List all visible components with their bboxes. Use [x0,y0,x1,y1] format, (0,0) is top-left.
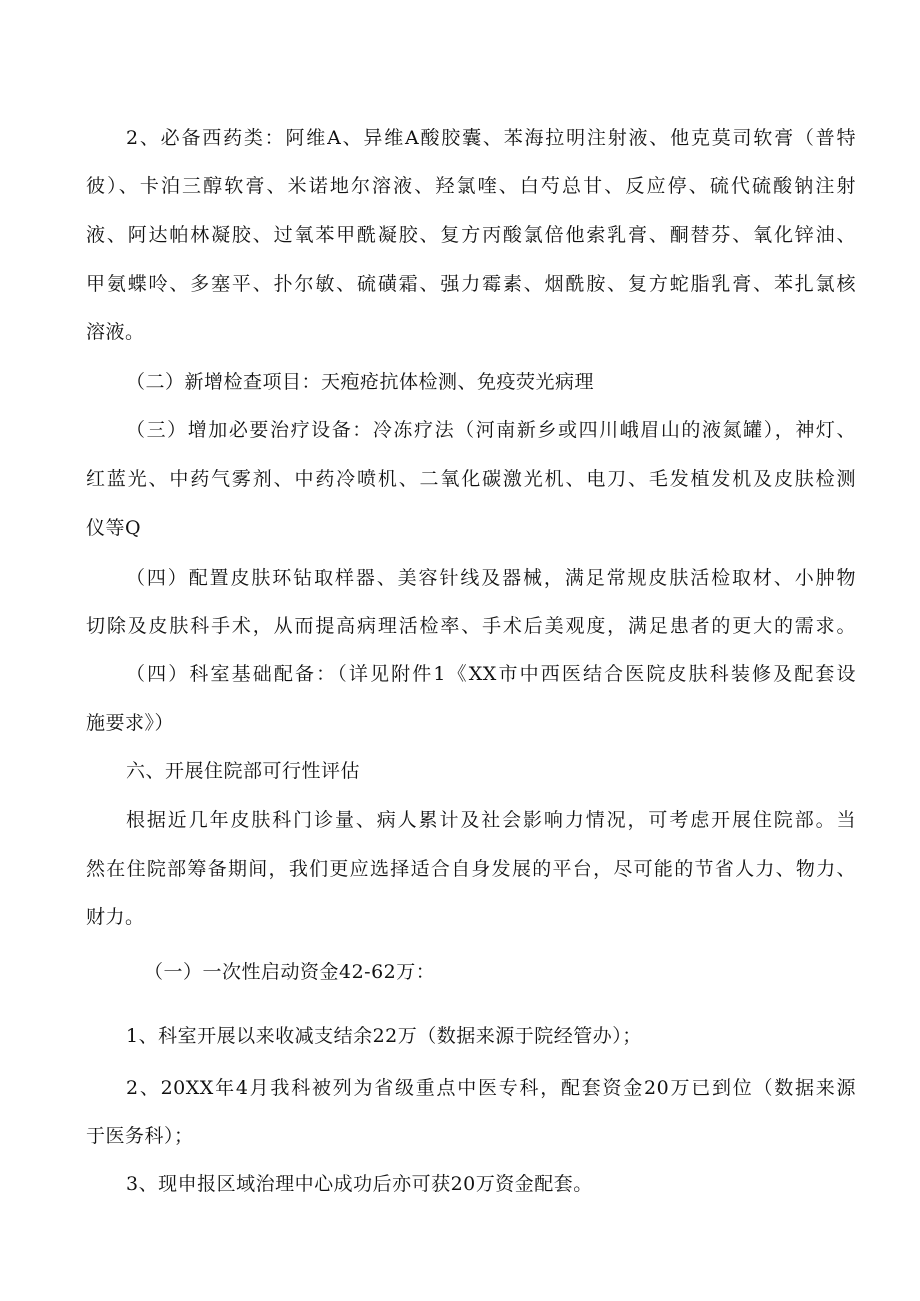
paragraph-line: 彼）、卡泊三醇软膏、米诺地尔溶液、羟氯喹、白芍总甘、反应停、硫代硫酸钠注射 [86,175,856,197]
paragraph-line: （三）增加必要治疗设备：冷冻疗法（河南新乡或四川峨眉山的液氮罐），神灯、 [126,419,856,441]
paragraph-line: 溶液。 [86,321,145,343]
list-item: 于医务科）； [86,1125,194,1147]
paragraph-line: 2、必备西药类：阿维A、异维A酸胶囊、苯海拉明注射液、他克莫司软膏（普特 [126,127,856,149]
list-item: 1、科室开展以来收减支结余22万（数据来源于院经管办）； [126,1025,642,1047]
paragraph-line: （二）新增检查项目：天疱疮抗体检测、免疫荧光病理 [126,371,595,393]
paragraph-line: 红蓝光、中药气雾剂、中药冷喷机、二氧化碳激光机、电刀、毛发植发机及皮肤检测 [86,468,856,490]
paragraph-line: 甲氨蝶呤、多塞平、扑尔敏、硫磺霜、强力霉素、烟酰胺、复方蛇脂乳膏、苯扎氯核 [86,273,856,295]
list-item: 2、20XX年4月我科被列为省级重点中医专科，配套资金20万已到位（数据来源 [126,1077,856,1099]
paragraph-line: 财力。 [86,906,145,928]
paragraph-line: 仪等Q [86,517,142,539]
list-item: 3、现申报区域治理中心成功后亦可获20万资金配套。 [126,1173,593,1195]
paragraph-line: （四）科室基础配备：（详见附件1《XX市中西医结合医院皮肤科装修及配套设 [126,663,856,685]
paragraph-line: 施要求》） [86,712,175,734]
paragraph-line: 切除及皮肤科手术，从而提高病理活检率、手术后美观度，满足患者的更大的需求。 [86,615,856,637]
section-heading: 六、开展住院部可行性评估 [126,760,361,782]
paragraph-line: （四）配置皮肤环钻取样器、美容针线及器械，满足常规皮肤活检取材、小肿物 [126,567,856,589]
paragraph-line: 液、阿达帕林凝胶、过氧苯甲酰凝胶、复方丙酸氯倍他索乳膏、酮替芬、氧化锌油、 [86,224,856,246]
paragraph-line: （一）一次性启动资金42-62万： [144,961,436,983]
paragraph-line: 然在住院部筹备期间，我们更应选择适合自身发展的平台，尽可能的节省人力、物力、 [86,858,856,880]
paragraph-line: 根据近几年皮肤科门诊量、病人累计及社会影响力情况，可考虑开展住院部。当 [126,809,856,831]
